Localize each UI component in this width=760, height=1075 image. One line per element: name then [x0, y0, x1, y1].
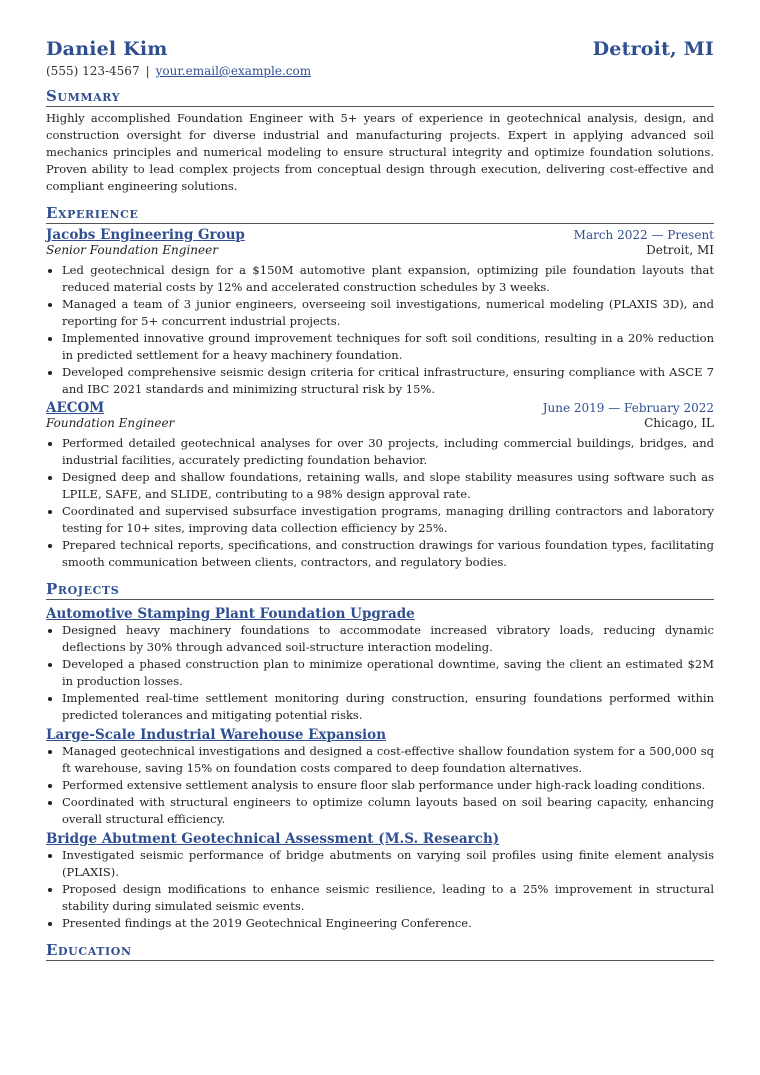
candidate-city: Detroit, MI — [592, 38, 714, 60]
contact-line — [46, 64, 714, 78]
job-location: Detroit, MI — [646, 243, 714, 257]
job-entry — [46, 227, 714, 398]
bullet-item: • Prepared technical reports, specifications, and construction drawings for various foundation types, facilitating smooth communication between clients, contractors, and regulatory bodies. — [62, 537, 714, 571]
bullet-item: • Performed extensive settlement analysis to ensure floor slab performance under high-rack loading conditions. — [62, 777, 714, 794]
job-dates: March 2022 — Present — [573, 228, 714, 242]
company-link[interactable]: Jacobs Engineering Group — [46, 227, 245, 243]
bullet-item: • Proposed design modifications to enhance seismic resilience, leading to a 25% improvement in structural stability during simulated seismic events. — [62, 881, 714, 915]
experience-heading: Experience — [46, 204, 714, 224]
bullet-item: • Developed comprehensive seismic design criteria for critical infrastructure, ensuring compliance with ASCE 7 and IBC 2021 standards and minimizing structural risk by 15%. — [62, 364, 714, 398]
project-title-link[interactable]: Large-Scale Industrial Warehouse Expansion — [46, 727, 387, 743]
job-role: Senior Foundation Engineer — [46, 243, 218, 257]
bullet-item: • Led geotechnical design for a $150M automotive plant expansion, optimizing pile foundation layouts that reduced material costs by 12% and accelerated construction schedules by 3 weeks. — [62, 262, 714, 296]
project-bullets — [46, 847, 714, 932]
job-role: Foundation Engineer — [46, 416, 175, 430]
candidate-name: Daniel Kim — [46, 38, 168, 60]
job-location: Chicago, IL — [644, 416, 714, 430]
project-bullets — [46, 743, 714, 828]
job-bullets — [46, 262, 714, 398]
bullet-item: • Coordinated with structural engineers to optimize column layouts based on soil bearing capacity, enhancing overall structural efficiency. — [62, 794, 714, 828]
summary-text: Highly accomplished Foundation Engineer with 5+ years of experience in geotechnical analysis, design, and construction oversight for diverse industrial and manufacturing projects. Expert in applying advanced soil mechanics principles and numerical modeling to ensure structural integrity and optimize foundation solutions. Proven ability to lead complex projects from conceptual design through execution, delivering cost-effective and compliant engineering solutions. — [46, 111, 714, 193]
project-entry — [46, 603, 714, 724]
bullet-item: • Performed detailed geotechnical analyses for over 30 projects, including commercial buildings, bridges, and industrial facilities, accurately predicting foundation behavior. — [62, 435, 714, 469]
project-bullets — [46, 622, 714, 724]
project-entry — [46, 724, 714, 828]
education-heading: Education — [46, 941, 714, 961]
resume-header — [46, 38, 714, 60]
project-entry — [46, 828, 714, 932]
summary-heading: Summary — [46, 87, 714, 107]
bullet-item: • Developed a phased construction plan to minimize operational downtime, saving the client an estimated $2M in production losses. — [62, 656, 714, 690]
phone-number: (555) 123-4567 — [46, 64, 140, 78]
email-link[interactable]: your.email@example.com — [155, 64, 312, 78]
project-title-link[interactable]: Bridge Abutment Geotechnical Assessment (M.S. Research) — [46, 831, 500, 847]
contact-separator: | — [145, 64, 150, 78]
bullet-item: • Coordinated and supervised subsurface investigation programs, managing drilling contractors and laboratory testing for 10+ sites, improving data collection efficiency by 25%. — [62, 503, 714, 537]
bullet-item: • Implemented real-time settlement monitoring during construction, ensuring foundations performed within predicted tolerances and mitigating potential risks. — [62, 690, 714, 724]
company-link[interactable]: AECOM — [46, 400, 105, 416]
job-entry — [46, 400, 714, 571]
job-dates: June 2019 — February 2022 — [542, 401, 714, 415]
bullet-item: • Managed a team of 3 junior engineers, overseeing soil investigations, numerical modeling (PLAXIS 3D), and reporting for 5+ concurrent industrial projects. — [62, 296, 714, 330]
project-title-link[interactable]: Automotive Stamping Plant Foundation Upgrade — [46, 606, 415, 622]
bullet-item: • Implemented innovative ground improvement techniques for soft soil conditions, resulting in a 20% reduction in predicted settlement for a heavy machinery foundation. — [62, 330, 714, 364]
bullet-item: • Designed deep and shallow foundations, retaining walls, and slope stability measures using software such as LPILE, SAFE, and SLIDE, contributing to a 98% design approval rate. — [62, 469, 714, 503]
bullet-item: • Designed heavy machinery foundations to accommodate increased vibratory loads, reducing dynamic deflections by 30% through advanced soil-structure interaction modeling. — [62, 622, 714, 656]
bullet-item: • Presented findings at the 2019 Geotechnical Engineering Conference. — [62, 915, 714, 932]
projects-heading: Projects — [46, 580, 714, 600]
bullet-item: • Investigated seismic performance of bridge abutments on varying soil profiles using finite element analysis (PLAXIS). — [62, 847, 714, 881]
job-bullets — [46, 435, 714, 571]
bullet-item: • Managed geotechnical investigations and designed a cost-effective shallow foundation system for a 500,000 sq ft warehouse, saving 15% on foundation costs compared to deep foundation alternatives. — [62, 743, 714, 777]
